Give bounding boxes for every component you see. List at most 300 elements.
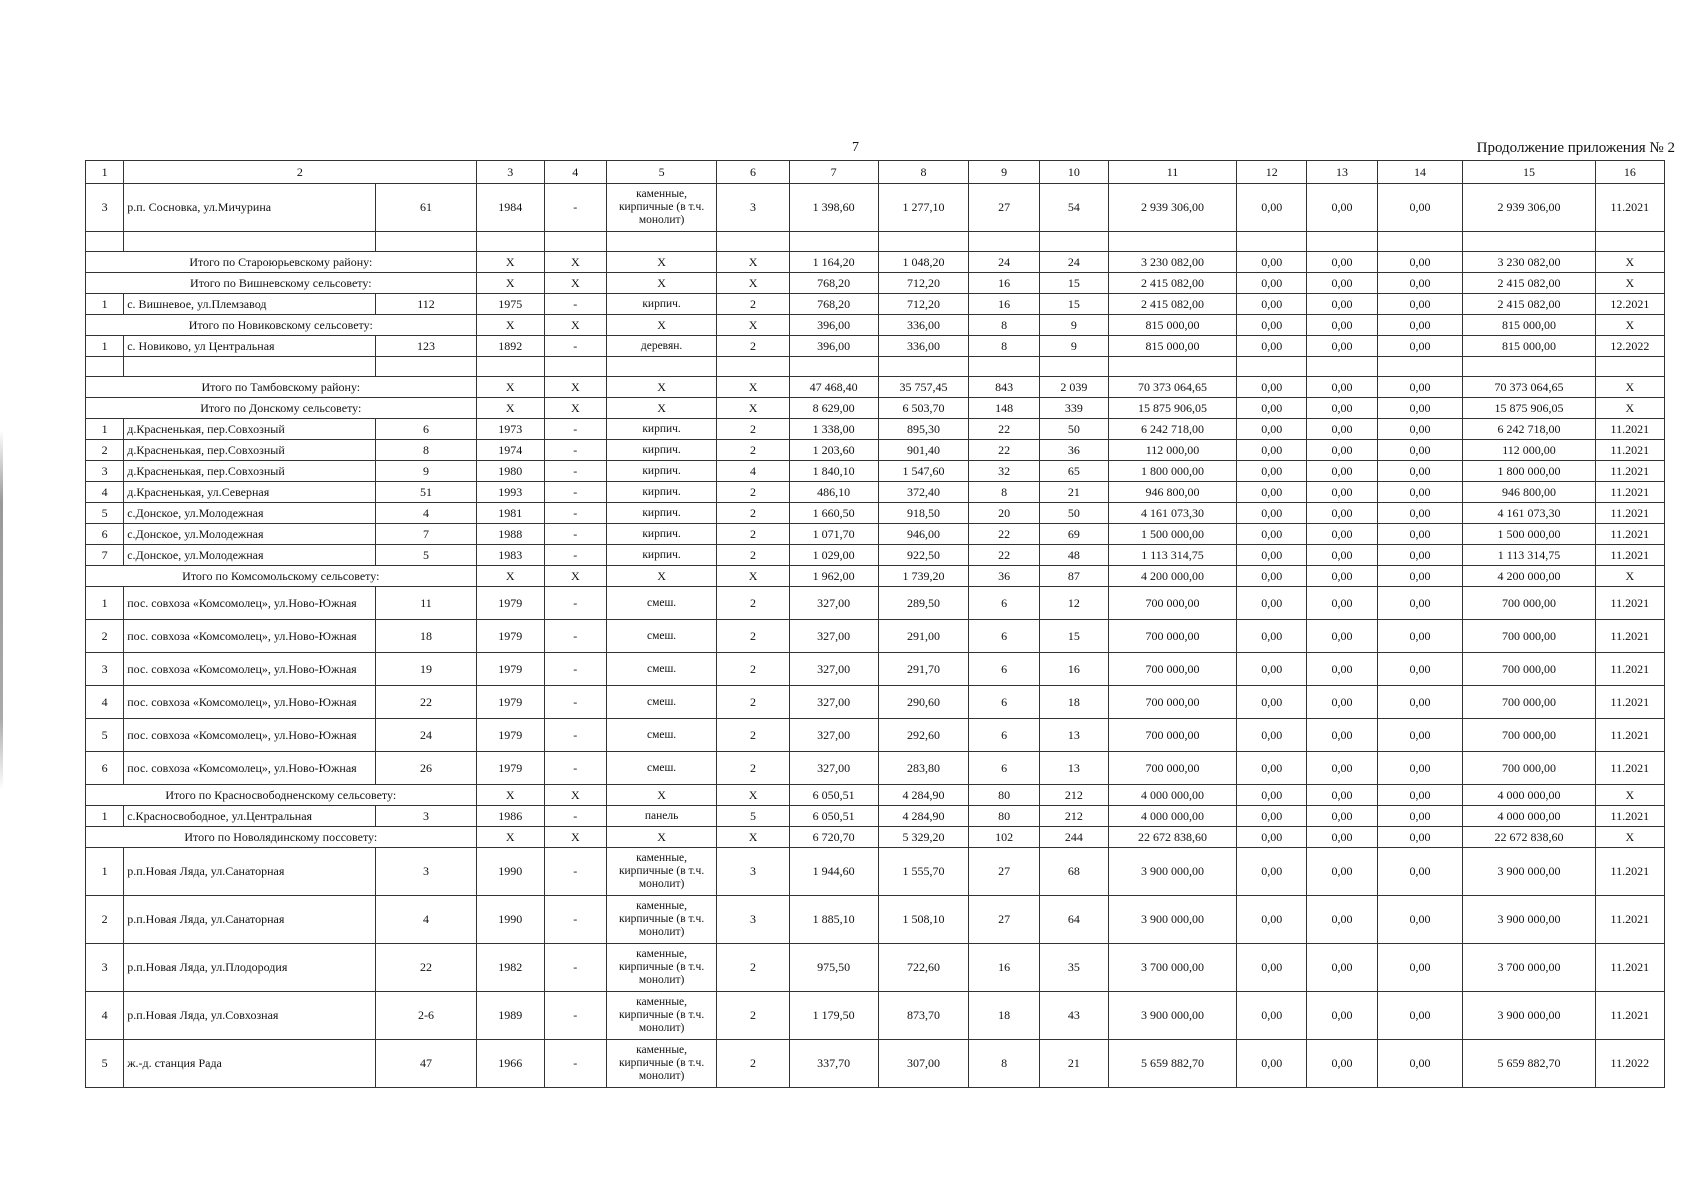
wall-material: каменные, кирпичные (в т.ч. монолит) [606,992,717,1040]
empty-cell [86,357,124,377]
table-row [86,944,1665,992]
col-15: 15 875 906,05 [1463,398,1595,419]
col-10: 50 [1039,419,1108,440]
living-area: 918,50 [878,503,969,524]
column-header: 6 [717,161,789,184]
col-11: 700 000,00 [1108,653,1236,686]
col-15: 700 000,00 [1463,587,1595,620]
living-area: 283,80 [878,752,969,785]
col-11: 1 113 314,75 [1108,545,1236,566]
col-9: 27 [969,184,1039,232]
empty-cell [1377,357,1463,377]
col-12: 0,00 [1237,848,1307,896]
row-number: 2 [86,440,124,461]
col-9: 8 [969,1040,1039,1088]
col-11: 700 000,00 [1108,752,1236,785]
row-number: 3 [86,461,124,482]
floors: 3 [717,184,789,232]
col-4: X [544,398,606,419]
total-area: 327,00 [789,620,878,653]
col-12: 0,00 [1237,785,1307,806]
year-built: X [476,827,544,848]
row-number: 3 [86,944,124,992]
column-header: 2 [124,161,476,184]
col-4: - [544,1040,606,1088]
living-area: 290,60 [878,686,969,719]
col-14: 0,00 [1377,992,1463,1040]
house-number: 7 [376,524,476,545]
col-9: 22 [969,419,1039,440]
col-9: 6 [969,752,1039,785]
total-area: 327,00 [789,752,878,785]
address: д.Красненькая, ул.Северная [124,482,376,503]
col-9: 148 [969,398,1039,419]
house-number: 3 [376,848,476,896]
table-row [86,806,1665,827]
wall-material: смеш. [606,752,717,785]
col-10: 21 [1039,1040,1108,1088]
floors: 5 [717,806,789,827]
col-12: 0,00 [1237,686,1307,719]
year-built: X [476,315,544,336]
col-4: - [544,524,606,545]
col-10: 2 039 [1039,377,1108,398]
col-13: 0,00 [1307,545,1377,566]
living-area: 722,60 [878,944,969,992]
deadline: 11.2021 [1595,686,1664,719]
col-10: 9 [1039,315,1108,336]
living-area: 291,00 [878,620,969,653]
col-11: 1 800 000,00 [1108,461,1236,482]
row-number: 6 [86,752,124,785]
table-row [86,545,1665,566]
col-14: 0,00 [1377,336,1463,357]
col-12: 0,00 [1237,273,1307,294]
col-12: 0,00 [1237,482,1307,503]
col-11: 22 672 838,60 [1108,827,1236,848]
empty-cell [969,232,1039,252]
col-4: X [544,252,606,273]
living-area: 6 503,70 [878,398,969,419]
col-9: 22 [969,440,1039,461]
col-9: 20 [969,503,1039,524]
col-14: 0,00 [1377,398,1463,419]
col-14: 0,00 [1377,524,1463,545]
col-15: 112 000,00 [1463,440,1595,461]
living-area: 291,70 [878,653,969,686]
col-10: 9 [1039,336,1108,357]
living-area: 336,00 [878,315,969,336]
row-number: 1 [86,294,124,315]
year-built: 1980 [476,461,544,482]
empty-cell [1039,232,1108,252]
year-built: 1979 [476,620,544,653]
page-number: 7 [852,140,859,155]
living-area: 5 329,20 [878,827,969,848]
table-row [86,719,1665,752]
total-area: 1 164,20 [789,252,878,273]
living-area: 901,40 [878,440,969,461]
col-15: 700 000,00 [1463,686,1595,719]
total-area: 8 629,00 [789,398,878,419]
row-number: 2 [86,620,124,653]
col-12: 0,00 [1237,752,1307,785]
total-area: 47 468,40 [789,377,878,398]
floors: 2 [717,440,789,461]
col-13: 0,00 [1307,419,1377,440]
table-header-row [86,161,1665,184]
deadline: 11.2021 [1595,461,1664,482]
wall-material: смеш. [606,620,717,653]
year-built: 1979 [476,587,544,620]
deadline: 11.2021 [1595,587,1664,620]
living-area: 292,60 [878,719,969,752]
col-9: 6 [969,686,1039,719]
house-number: 11 [376,587,476,620]
wall-material: кирпич. [606,482,717,503]
total-area: 768,20 [789,273,878,294]
col-13: 0,00 [1307,315,1377,336]
deadline: X [1595,398,1664,419]
house-number: 123 [376,336,476,357]
col-13: 0,00 [1307,273,1377,294]
house-number: 112 [376,294,476,315]
column-header: 1 [86,161,124,184]
year-built: X [476,377,544,398]
col-9: 6 [969,653,1039,686]
col-15: 6 242 718,00 [1463,419,1595,440]
col-15: 4 161 073,30 [1463,503,1595,524]
col-15: 815 000,00 [1463,336,1595,357]
col-14: 0,00 [1377,294,1463,315]
living-area: 336,00 [878,336,969,357]
address: с.Донское, ул.Молодежная [124,524,376,545]
col-4: - [544,419,606,440]
wall-material: каменные, кирпичные (в т.ч. монолит) [606,896,717,944]
total-area: 327,00 [789,653,878,686]
col-14: 0,00 [1377,273,1463,294]
table-row [86,686,1665,719]
col-9: 80 [969,785,1039,806]
col-15: 1 500 000,00 [1463,524,1595,545]
col-4: X [544,273,606,294]
col-4: X [544,566,606,587]
address: пос. совхоза «Комсомолец», ул.Ново-Южная [124,587,376,620]
deadline: X [1595,252,1664,273]
living-area: 712,20 [878,294,969,315]
col-4: - [544,620,606,653]
col-12: 0,00 [1237,653,1307,686]
col-13: 0,00 [1307,184,1377,232]
empty-cell [1463,232,1595,252]
wall-material: каменные, кирпичные (в т.ч. монолит) [606,184,717,232]
col-15: 3 700 000,00 [1463,944,1595,992]
col-10: 212 [1039,806,1108,827]
col-11: 4 000 000,00 [1108,806,1236,827]
col-9: 16 [969,944,1039,992]
wall-material: X [606,827,717,848]
subtotal-label: Итого по Комсомольскому сельсовету: [86,566,477,587]
col-4: - [544,992,606,1040]
year-built: 1979 [476,653,544,686]
col-10: 13 [1039,752,1108,785]
empty-cell [1595,357,1664,377]
empty-cell [1307,232,1377,252]
deadline: 11.2021 [1595,620,1664,653]
col-14: 0,00 [1377,184,1463,232]
col-14: 0,00 [1377,545,1463,566]
col-4: - [544,752,606,785]
col-10: 65 [1039,461,1108,482]
col-10: 18 [1039,686,1108,719]
col-4: - [544,440,606,461]
living-area: 895,30 [878,419,969,440]
subtotal-row [86,315,1665,336]
col-15: 22 672 838,60 [1463,827,1595,848]
col-4: X [544,315,606,336]
table-row [86,848,1665,896]
house-number: 24 [376,719,476,752]
address: р.п.Новая Ляда, ул.Санаторная [124,896,376,944]
col-12: 0,00 [1237,336,1307,357]
col-12: 0,00 [1237,992,1307,1040]
deadline: 11.2021 [1595,848,1664,896]
col-11: 700 000,00 [1108,686,1236,719]
col-15: 4 000 000,00 [1463,785,1595,806]
col-13: 0,00 [1307,398,1377,419]
col-11: 3 900 000,00 [1108,896,1236,944]
subtotal-label: Итого по Тамбовскому району: [86,377,477,398]
subtotal-label: Итого по Донскому сельсовету: [86,398,477,419]
row-number: 4 [86,686,124,719]
total-area: 327,00 [789,686,878,719]
col-9: 6 [969,620,1039,653]
col-9: 18 [969,992,1039,1040]
col-4: - [544,944,606,992]
total-area: 6 050,51 [789,806,878,827]
col-4: - [544,461,606,482]
col-13: 0,00 [1307,785,1377,806]
col-14: 0,00 [1377,566,1463,587]
col-14: 0,00 [1377,377,1463,398]
col-9: 16 [969,273,1039,294]
subtotal-row [86,377,1665,398]
wall-material: кирпич. [606,294,717,315]
empty-cell [1039,357,1108,377]
col-10: 16 [1039,653,1108,686]
col-11: 6 242 718,00 [1108,419,1236,440]
col-9: 6 [969,587,1039,620]
col-12: 0,00 [1237,503,1307,524]
empty-cell [544,232,606,252]
floors: 2 [717,419,789,440]
col-13: 0,00 [1307,252,1377,273]
col-9: 8 [969,315,1039,336]
deadline: X [1595,377,1664,398]
col-9: 8 [969,482,1039,503]
year-built: 1981 [476,503,544,524]
total-area: 1 338,00 [789,419,878,440]
floors: 2 [717,524,789,545]
deadline: 11.2022 [1595,1040,1664,1088]
col-9: 36 [969,566,1039,587]
col-13: 0,00 [1307,896,1377,944]
col-13: 0,00 [1307,587,1377,620]
subtotal-row [86,827,1665,848]
col-9: 8 [969,336,1039,357]
house-number: 6 [376,419,476,440]
col-14: 0,00 [1377,461,1463,482]
floors: X [717,377,789,398]
col-11: 5 659 882,70 [1108,1040,1236,1088]
col-14: 0,00 [1377,482,1463,503]
living-area: 289,50 [878,587,969,620]
living-area: 946,00 [878,524,969,545]
row-number: 4 [86,992,124,1040]
empty-cell [124,232,376,252]
year-built: 1982 [476,944,544,992]
col-4: X [544,785,606,806]
col-9: 6 [969,719,1039,752]
col-10: 212 [1039,785,1108,806]
col-12: 0,00 [1237,896,1307,944]
deadline: 11.2021 [1595,524,1664,545]
col-9: 22 [969,524,1039,545]
floors: 3 [717,896,789,944]
col-12: 0,00 [1237,440,1307,461]
col-13: 0,00 [1307,1040,1377,1088]
wall-material: кирпич. [606,440,717,461]
empty-cell [376,232,476,252]
col-11: 4 161 073,30 [1108,503,1236,524]
column-header: 15 [1463,161,1595,184]
table-row [86,440,1665,461]
address: пос. совхоза «Комсомолец», ул.Ново-Южная [124,620,376,653]
wall-material: кирпич. [606,419,717,440]
col-10: 36 [1039,440,1108,461]
wall-material: X [606,315,717,336]
col-15: 700 000,00 [1463,653,1595,686]
col-13: 0,00 [1307,992,1377,1040]
col-15: 2 939 306,00 [1463,184,1595,232]
col-11: 700 000,00 [1108,587,1236,620]
wall-material: деревян. [606,336,717,357]
col-11: 2 415 082,00 [1108,294,1236,315]
total-area: 337,70 [789,1040,878,1088]
table-row [86,1040,1665,1088]
year-built: 1892 [476,336,544,357]
living-area: 35 757,45 [878,377,969,398]
empty-cell [476,232,544,252]
total-area: 1 071,70 [789,524,878,545]
col-4: - [544,848,606,896]
total-area: 327,00 [789,719,878,752]
column-header: 9 [969,161,1039,184]
floors: X [717,785,789,806]
living-area: 372,40 [878,482,969,503]
year-built: X [476,785,544,806]
col-10: 68 [1039,848,1108,896]
col-13: 0,00 [1307,806,1377,827]
house-number: 5 [376,545,476,566]
col-14: 0,00 [1377,827,1463,848]
col-10: 24 [1039,252,1108,273]
year-built: X [476,398,544,419]
col-12: 0,00 [1237,566,1307,587]
wall-material: X [606,252,717,273]
col-13: 0,00 [1307,752,1377,785]
wall-material: X [606,398,717,419]
floors: X [717,566,789,587]
floors: 2 [717,653,789,686]
subtotal-label: Итого по Новиковскому сельсовету: [86,315,477,336]
address: пос. совхоза «Комсомолец», ул.Ново-Южная [124,752,376,785]
floors: 2 [717,752,789,785]
col-15: 1 113 314,75 [1463,545,1595,566]
col-9: 32 [969,461,1039,482]
empty-cell [86,232,124,252]
total-area: 6 050,51 [789,785,878,806]
wall-material: каменные, кирпичные (в т.ч. монолит) [606,1040,717,1088]
wall-material: X [606,785,717,806]
subtotal-label: Итого по Новолядинскому поссовету: [86,827,477,848]
col-11: 2 939 306,00 [1108,184,1236,232]
col-14: 0,00 [1377,719,1463,752]
col-10: 15 [1039,620,1108,653]
total-area: 768,20 [789,294,878,315]
year-built: 1989 [476,992,544,1040]
empty-cell [606,357,717,377]
address: д.Красненькая, пер.Совхозный [124,461,376,482]
table-row [86,620,1665,653]
col-10: 69 [1039,524,1108,545]
col-12: 0,00 [1237,545,1307,566]
deadline: 11.2021 [1595,653,1664,686]
total-area: 1 962,00 [789,566,878,587]
floors: 2 [717,1040,789,1088]
empty-cell [789,232,878,252]
col-4: - [544,806,606,827]
row-number: 1 [86,419,124,440]
house-number: 4 [376,503,476,524]
total-area: 486,10 [789,482,878,503]
total-area: 327,00 [789,587,878,620]
table-row [86,992,1665,1040]
col-13: 0,00 [1307,461,1377,482]
col-9: 24 [969,252,1039,273]
address: пос. совхоза «Комсомолец», ул.Ново-Южная [124,653,376,686]
floors: 2 [717,944,789,992]
col-14: 0,00 [1377,1040,1463,1088]
col-12: 0,00 [1237,524,1307,545]
empty-cell [1595,232,1664,252]
col-15: 700 000,00 [1463,752,1595,785]
living-area: 1 547,60 [878,461,969,482]
subtotal-row [86,398,1665,419]
table-row [86,503,1665,524]
floors: 2 [717,545,789,566]
subtotal-label: Итого по Красносвободненскому сельсовету: [86,785,477,806]
col-11: 2 415 082,00 [1108,273,1236,294]
col-15: 4 200 000,00 [1463,566,1595,587]
floors: 2 [717,719,789,752]
living-area: 1 739,20 [878,566,969,587]
col-12: 0,00 [1237,827,1307,848]
col-12: 0,00 [1237,944,1307,992]
address: с.Донское, ул.Молодежная [124,545,376,566]
col-11: 3 900 000,00 [1108,992,1236,1040]
empty-cell [544,357,606,377]
